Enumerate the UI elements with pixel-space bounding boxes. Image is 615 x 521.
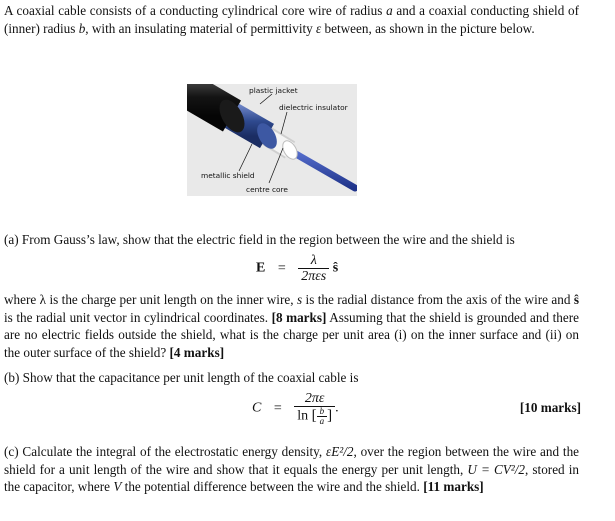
energy-equation-expr: U = CV²/2 xyxy=(467,461,526,477)
centre-core-label: centre core xyxy=(246,185,288,194)
eq-cap-period: . xyxy=(335,400,339,416)
eq-cap-equals: = xyxy=(273,400,282,416)
intro-paragraph xyxy=(4,2,579,37)
var-s-hat: ŝ xyxy=(573,292,580,307)
electric-field-equation xyxy=(256,253,338,284)
var-a: a xyxy=(386,3,393,18)
eq-cap-lhs: C xyxy=(252,400,262,416)
part-c-text-1: (c) Calculate the integral of the electrostatic energy density, xyxy=(4,444,323,459)
var-b: b xyxy=(78,20,86,36)
eq-cap-a: a xyxy=(319,416,325,426)
eq-field-unit-vector: ŝ xyxy=(332,260,339,276)
eq-field-lhs: E xyxy=(256,260,266,276)
part-a-body-3: is the radial unit vector in cylindrical coordinates. xyxy=(4,309,268,325)
part-a-intro-text: (a) From Gauss’s law, show that the electric field in the region between the wire and the shield is xyxy=(4,232,515,247)
part-c-text-2: , over the region between the wire and the shield for a unit length of the wire and show that it equals the energy per unit length, xyxy=(4,444,580,477)
var-s: s xyxy=(296,292,303,307)
var-v: V xyxy=(113,479,122,495)
part-a-marks-2: [4 marks] xyxy=(169,344,225,360)
part-c-text-4: the potential difference between the wire and the shield. xyxy=(124,479,420,495)
eq-field-denominator: 2πεs xyxy=(301,269,327,284)
eq-cap-b: b xyxy=(317,407,328,417)
part-a-body-1: where λ is the charge per unit length on the inner wire, xyxy=(4,292,294,307)
capacitance-equation xyxy=(252,391,339,426)
intro-text-2: and a coaxial conducting shield of (inner) radius xyxy=(4,3,580,36)
eq-field-fraction xyxy=(298,253,329,284)
part-b-intro-text: (b) Show that the capacitance per unit length of the coaxial cable is xyxy=(4,370,359,385)
eq-cap-fraction xyxy=(294,391,335,426)
intro-text-1: A coaxial cable consists of a conducting cylindrical core wire of radius xyxy=(4,3,383,18)
part-a-body xyxy=(4,291,579,361)
energy-density-expr: εE²/2 xyxy=(326,444,354,459)
part-b-intro xyxy=(4,369,579,387)
part-b-marks: [10 marks] xyxy=(519,400,581,415)
eq-field-numerator: λ xyxy=(298,253,329,269)
metallic-shield-label: metallic shield xyxy=(201,171,255,180)
dielectric-insulator-label: dielectric insulator xyxy=(279,103,348,112)
intro-text-4: between, as shown in the picture below. xyxy=(324,20,535,36)
eq-cap-ln: ln xyxy=(297,408,309,424)
part-c-paragraph xyxy=(4,443,579,496)
plastic-jacket-label: plastic jacket xyxy=(249,86,298,95)
eq-cap-numerator: 2πε xyxy=(294,391,335,407)
var-epsilon: ε xyxy=(316,20,322,36)
part-a-body-4: Assuming that the shield is grounded and there are no electric fields outside the shield, what is the charge per unit area (i) on the inner surface and (ii) on the outer surface of the shield? xyxy=(4,309,579,360)
part-c-marks: [11 marks] xyxy=(423,479,484,495)
part-a-intro xyxy=(4,231,579,249)
eq-cap-denominator: ln [ $\frac{b}{a}$ ] xyxy=(297,406,333,426)
intro-text-3: , with an insulating material of permittivity xyxy=(85,20,313,36)
part-a-body-2: is the radial distance from the axis of the wire and xyxy=(305,292,571,307)
part-a-marks-1: [8 marks] xyxy=(271,309,327,325)
part-c-text-3: , stored in the capacitor, where xyxy=(4,461,579,495)
coaxial-cable-figure xyxy=(187,84,357,196)
eq-field-equals: = xyxy=(277,260,286,276)
